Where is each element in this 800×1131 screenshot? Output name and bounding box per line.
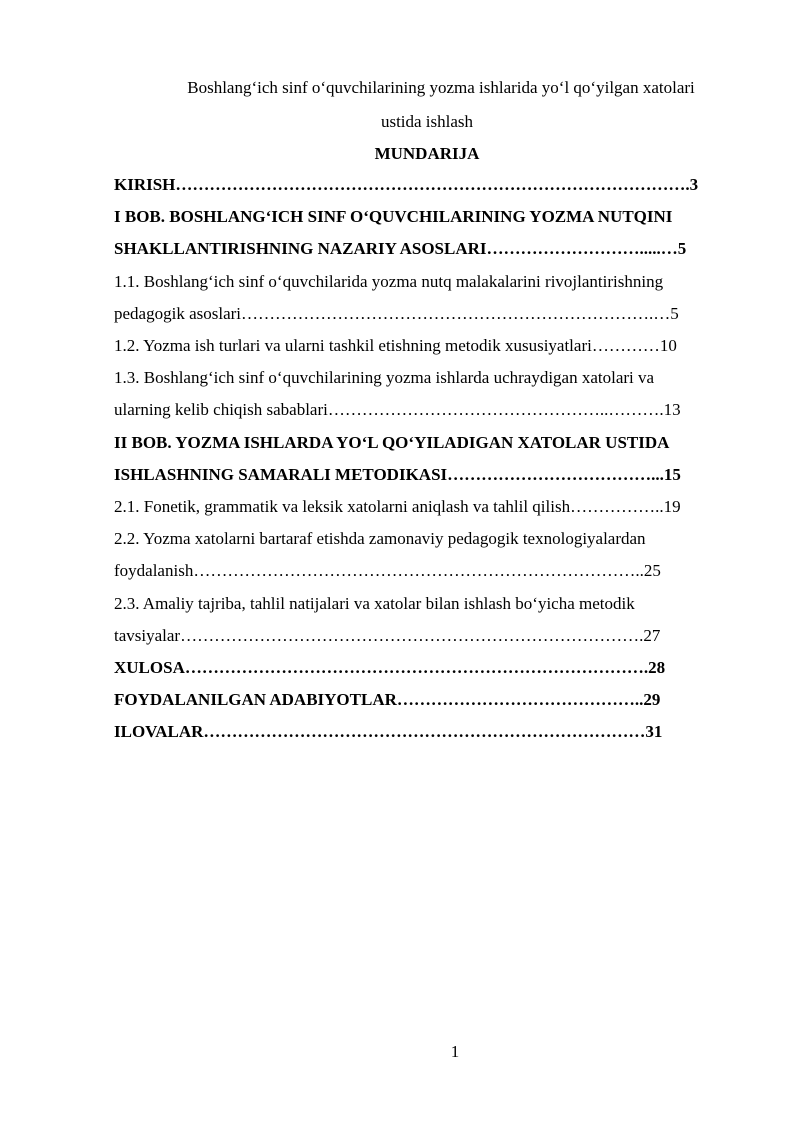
toc-entry <box>114 169 742 201</box>
title-line-2: ustida ishlash <box>380 112 474 131</box>
page-number: 1 <box>450 1042 460 1061</box>
title-line-1: Boshlang‘ich sinf o‘quvchilarining yozma ishlarida yo‘l qo‘yilgan xatolari <box>187 78 695 97</box>
toc-entry <box>114 266 742 330</box>
document-title <box>114 71 740 139</box>
toc-entry-line: SHAKLLANTIRISHNING NAZARIY ASOSLARI……………………….....…5 <box>114 239 687 259</box>
toc-entry-line: 1.3. Boshlang‘ich sinf o‘quvchilarining yozma ishlarda uchraydigan xatolari va <box>114 368 655 388</box>
toc-entry-line: ILOVALAR……………………………………………………………………31 <box>114 722 663 742</box>
toc-entry <box>114 201 742 265</box>
toc-entry <box>114 362 742 426</box>
toc-entry <box>114 523 742 587</box>
toc-entry-line: ularning kelib chiqish sabablari…………………………………………..……….13 <box>114 400 681 420</box>
toc-entry-line: tavsiyalar……………………………………………………………………….27 <box>114 625 661 645</box>
toc-entry <box>114 330 742 362</box>
toc-entry-line: KIRISH……………………………………………………………………………….3 <box>114 175 699 194</box>
toc-entry <box>114 684 742 716</box>
toc-entry-line: foydalanish……………………………………………………………………..25 <box>114 561 661 581</box>
toc-entry-line: 2.1. Fonetik, grammatik va leksik xatolarni aniqlash va tahlil qilish……………..19 <box>114 497 681 517</box>
toc-entry <box>114 491 742 523</box>
toc-entry-line: XULOSA……………………………………………………………………….28 <box>114 658 666 678</box>
toc-entry <box>114 652 742 684</box>
toc-entry-line: 1.2. Yozma ish turlari va ularni tashkil etishning metodik xususiyatlari…………10 <box>114 336 677 356</box>
contents-heading: MUNDARIJA <box>374 144 480 163</box>
toc-entry <box>114 427 742 491</box>
toc-entry-line: FOYDALANILGAN ADABIYOTLAR……………………………………..29 <box>114 690 661 710</box>
table-of-contents <box>114 169 742 749</box>
toc-entry <box>114 716 742 748</box>
toc-entry-line: 2.3. Amaliy tajriba, tahlil natijalari va xatolar bilan ishlash bo‘yicha metodik <box>114 593 635 613</box>
toc-entry <box>114 588 742 652</box>
toc-entry-line: 2.2. Yozma xatolarni bartaraf etishda zamonaviy pedagogik texnologiyalardan <box>114 529 646 549</box>
toc-entry-line: 1.1. Boshlang‘ich sinf o‘quvchilarida yozma nutq malakalarini rivojlantirishning <box>114 271 664 291</box>
toc-entry-line: ISHLASHNING SAMARALI METODIKASI………………………………...15 <box>114 464 681 484</box>
toc-entry-line: I BOB. BOSHLANG‘ICH SINF O‘QUVCHILARINING YOZMA NUTQINI <box>114 207 673 227</box>
toc-entry-line: pedagogik asoslari……………………………………………………………….…5 <box>114 303 679 323</box>
toc-entry-line: II BOB. YOZMA ISHLARDA YO‘L QO‘YILADIGAN XATOLAR USTIDA <box>114 432 670 452</box>
